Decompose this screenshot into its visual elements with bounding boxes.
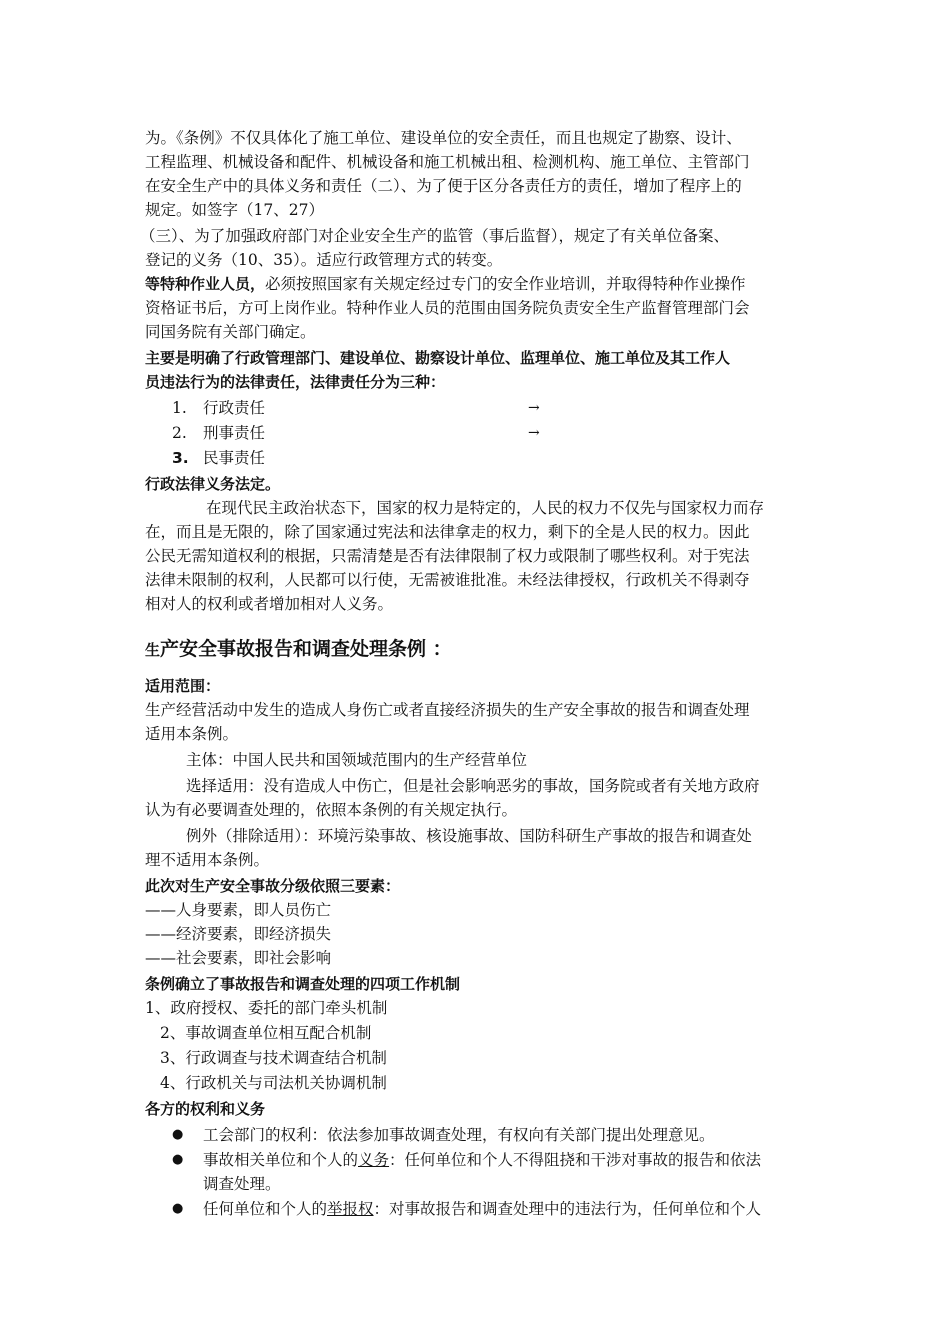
paragraph-line: 公民无需知道权利的根据，只需清楚是否有法律限制了权力或限制了哪些权利。对于宪法: [145, 547, 750, 565]
list-number: 2.: [172, 424, 187, 442]
paragraph-line: 相对人的权利或者增加相对人义务。: [145, 595, 394, 613]
paragraph-line: 在安全生产中的具体义务和责任（二）、为了便于区分各责任方的责任，增加了程序上的: [145, 177, 742, 195]
paragraph-line: 生产经营活动中发生的造成人身伤亡或者直接经济损失的生产安全事故的报告和调查处理: [145, 701, 750, 719]
paragraph-line: 选择适用：没有造成人中伤亡，但是社会影响恶劣的事故，国务院或者有关地方政府: [186, 777, 760, 795]
bullet-item: [203, 1148, 761, 1172]
paragraph-line: 主体：中国人民共和国领域范围内的生产经营单位: [186, 751, 528, 769]
paragraph-line: 同国务院有关部门确定。: [145, 323, 316, 341]
section-heading-first-char: 生: [145, 641, 161, 659]
list-item: 4、行政机关与司法机关协调机制: [160, 1074, 387, 1092]
list-item: 行政责任: [203, 399, 266, 417]
list-item: 2、事故调查单位相互配合机制: [160, 1024, 372, 1042]
bullet-text: 事故相关单位和个人的: [203, 1151, 359, 1169]
paragraph-line: 适用本条例。: [145, 725, 239, 743]
bold-heading: 适用范围：: [145, 677, 221, 695]
paragraph-line: 认为有必要调查处理的，依照本条例的有关规定执行。: [145, 801, 518, 819]
bold-heading: 行政法律义务法定。: [145, 475, 281, 493]
list-item: ——人身要素，即人员伤亡: [145, 901, 332, 919]
bullet-text: ：对事故报告和调查处理中的违法行为，任何单位和个人: [373, 1200, 762, 1218]
bullet-text: 任何单位和个人的: [203, 1200, 328, 1218]
paragraph-line: [145, 272, 746, 296]
list-item: 刑事责任: [203, 424, 266, 442]
bold-heading: 条例确立了事故报告和调查处理的四项工作机制: [145, 975, 461, 993]
list-item: 3、行政调查与技术调查结合机制: [160, 1049, 387, 1067]
paragraph-line: 工程监理、机械设备和配件、机械设备和施工机械出租、检测机构、施工单位、主管部门: [145, 153, 750, 171]
paragraph-line: 登记的义务（10、35）。适应行政管理方式的转变。: [145, 251, 503, 269]
list-number: 1.: [172, 399, 187, 417]
arrow-icon: →: [528, 400, 540, 416]
bullet-item: 工会部门的权利：依法参加事故调查处理，有权向有关部门提出处理意见。: [203, 1126, 715, 1144]
bullet-item: [203, 1197, 761, 1221]
bold-lead: 等特种作业人员，: [145, 275, 266, 293]
arrow-icon: →: [528, 425, 540, 441]
bullet-icon: ●: [172, 1152, 184, 1167]
bullet-icon: ●: [172, 1201, 184, 1216]
section-heading-text: 产安全事故报告和调查处理条例 ：: [160, 638, 452, 660]
list-item: ——社会要素，即社会影响: [145, 949, 332, 967]
paragraph-line: 例外（排除适用）：环境污染事故、核设施事故、国防科研生产事故的报告和调查处: [186, 827, 752, 845]
paragraph-text: 必须按照国家有关规定经过专门的安全作业培训，并取得特种作业操作: [265, 275, 746, 293]
paragraph-line: 规定。如签字（17、27）: [145, 201, 324, 219]
underlined-term: 义务: [358, 1151, 390, 1169]
bold-paragraph-line: 员违法行为的法律责任，法律责任分为三种：: [145, 373, 446, 391]
bullet-text: ：任何单位和个人不得阻挠和干涉对事故的报告和依法: [389, 1151, 762, 1169]
list-item: ——经济要素，即经济损失: [145, 925, 332, 943]
paragraph-line: （三）、为了加强政府部门对企业安全生产的监管（事后监督），规定了有关单位备案、: [140, 227, 730, 245]
paragraph-line: 资格证书后，方可上岗作业。特种作业人员的范围由国务院负责安全生产监督管理部门会: [145, 299, 750, 317]
underlined-term: 举报权: [327, 1200, 374, 1218]
paragraph-line: 法律未限制的权利，人民都可以行使，无需被谁批准。未经法律授权，行政机关不得剥夺: [145, 571, 750, 589]
bullet-continuation: 调查处理。: [203, 1175, 281, 1193]
paragraph-line: 在现代民主政治状态下，国家的权力是特定的，人民的权力不仅先与国家权力而存: [206, 499, 765, 517]
list-item: 民事责任: [203, 449, 266, 467]
paragraph-line: 理不适用本条例。: [145, 851, 270, 869]
list-number: 3.: [172, 449, 189, 467]
bullet-icon: ●: [172, 1127, 184, 1142]
bold-heading: 此次对生产安全事故分级依照三要素：: [145, 877, 401, 895]
paragraph-line: 为。《条例》不仅具体化了施工单位、建设单位的安全责任，而且也规定了勘察、设计、: [145, 129, 742, 147]
paragraph-line: 在，而且是无限的，除了国家通过宪法和法律拿走的权力，剩下的全是人民的权力。因此: [145, 523, 750, 541]
section-heading: [145, 632, 452, 667]
bold-heading: 各方的权利和义务: [145, 1100, 266, 1118]
bold-paragraph-line: 主要是明确了行政管理部门、建设单位、勘察设计单位、监理单位、施工单位及其工作人: [145, 349, 731, 367]
list-item: 1、政府授权、委托的部门牵头机制: [145, 999, 388, 1017]
